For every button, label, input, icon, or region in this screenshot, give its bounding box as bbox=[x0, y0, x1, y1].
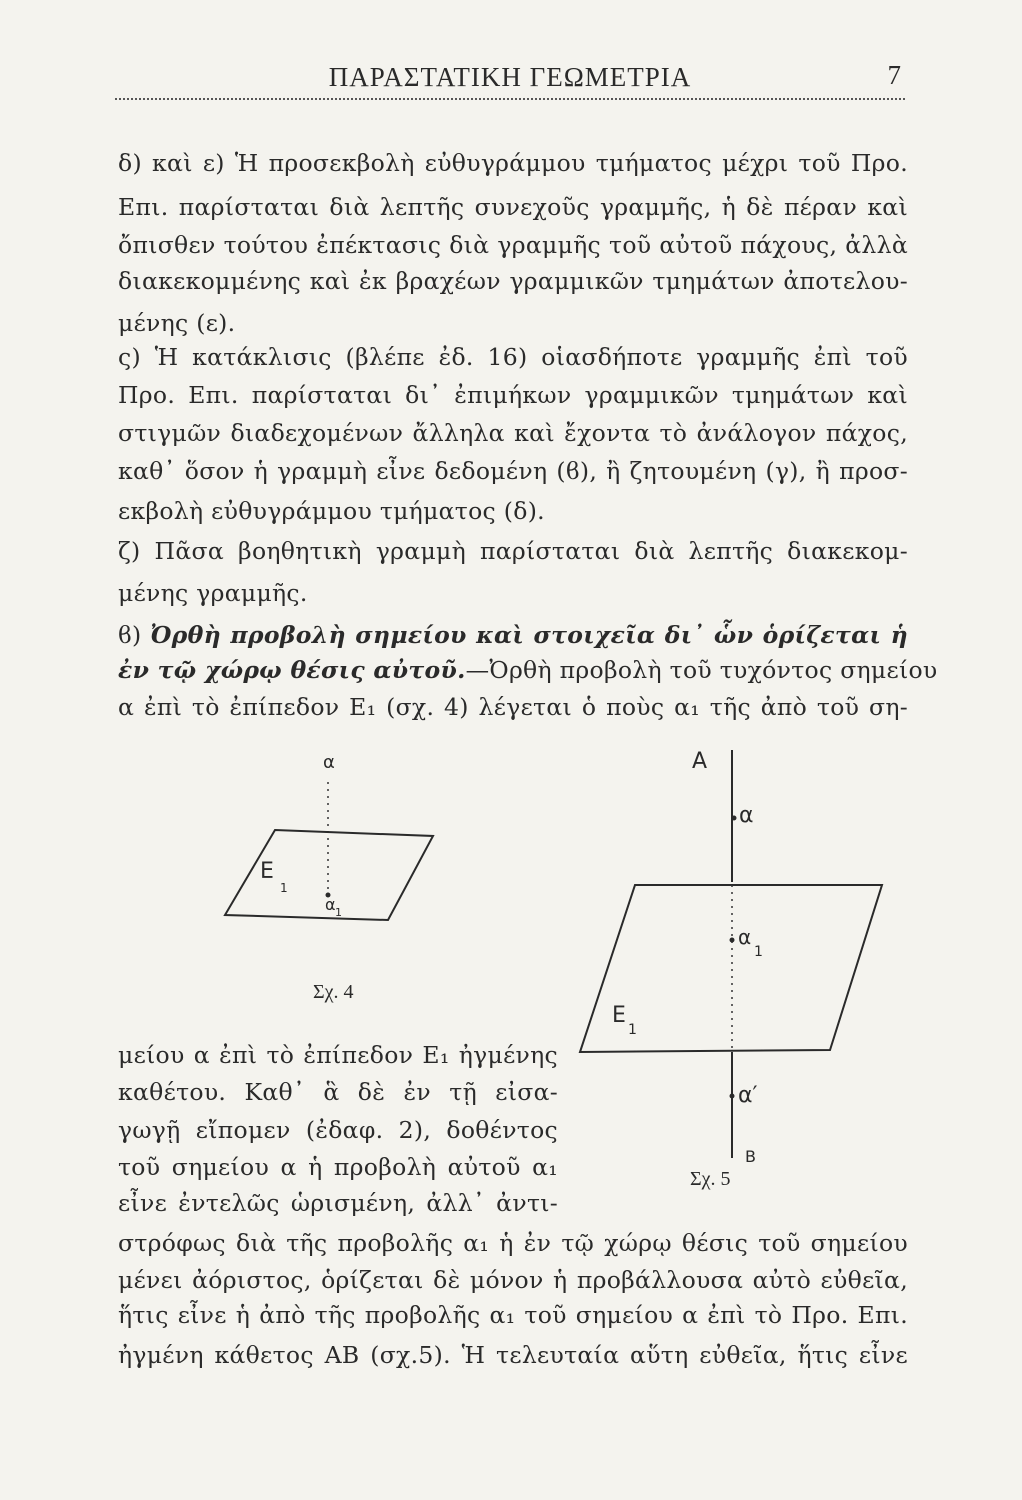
text-line: διακεκομμένης καὶ ἐκ βραχέων γραμμικῶν τμημάτων ἀποτελου- bbox=[118, 267, 908, 295]
text-line: Επι. παρίσταται διὰ λεπτῆς συνεχοῦς γραμμῆς, ἡ δὲ πέραν καὶ bbox=[118, 193, 908, 221]
text-line: Προ. Επι. παρίσταται δι᾽ ἐπιμήκων γραμμικῶν τμημάτων καὶ bbox=[118, 381, 908, 409]
section-text: —Ὀρθὴ προβολὴ τοῦ τυχόντος σημείου bbox=[465, 656, 938, 684]
fig5-top-label: A bbox=[692, 749, 708, 774]
figure-5 bbox=[560, 740, 920, 1200]
fig4-point-label: α bbox=[323, 752, 335, 773]
text-line: α ἐπὶ τὸ ἐπίπεδον Ε₁ (σχ. 4) λέγεται ὁ ποὺς α₁ τῆς ἀπὸ τοῦ ση- bbox=[118, 693, 908, 721]
text-line: στιγμῶν διαδεχομένων ἄλληλα καὶ ἔχοντα τὸ ἀνάλογον πάχος, bbox=[118, 419, 908, 447]
text-line: τοῦ σημείου α ἡ προβολὴ αὐτοῦ α₁ bbox=[118, 1153, 558, 1181]
text-line: καθ᾽ ὅσον ἡ γραμμὴ εἶνε δεδομένη (ϐ), ἢ ζητουμένη (γ), ἢ προσ- bbox=[118, 457, 908, 485]
page-header bbox=[115, 58, 905, 100]
section-heading-line bbox=[118, 655, 938, 685]
figure-4 bbox=[205, 740, 465, 1030]
fig5-caption: Σχ. 5 bbox=[690, 1168, 731, 1190]
text-line: γωγῇ εἴπομεν (ἐδαφ. 2), δοθέντος bbox=[118, 1116, 558, 1144]
text-line: εκβολὴ εὐθυγράμμου τμήματος (δ). bbox=[118, 497, 545, 525]
text-line: ς) Ἡ κατάκλισις (βλέπε ἐδ. 16) οἱασδήποτε γραμμῆς ἐπὶ τοῦ bbox=[118, 343, 908, 371]
fig5-plane-label: E bbox=[612, 1003, 626, 1028]
fig5-proj-sub: 1 bbox=[754, 944, 763, 960]
page-number: 7 bbox=[887, 60, 901, 90]
section-heading-line bbox=[118, 620, 908, 650]
fig4-plane-label: Ε bbox=[260, 859, 274, 884]
fig4-proj-sub: 1 bbox=[335, 906, 342, 919]
fig5-projection-point bbox=[730, 938, 735, 943]
text-line: μείου α ἐπὶ τὸ ἐπίπεδον Ε₁ ἠγμένης bbox=[118, 1041, 558, 1069]
fig5-bottom-label: B bbox=[745, 1147, 756, 1166]
fig5-point-label: α bbox=[739, 803, 754, 828]
section-number: ϐ) bbox=[118, 621, 142, 649]
text-line: ὄπισθεν τούτου ἐπέκτασις διὰ γραμμῆς τοῦ αὐτοῦ πάχους, ἀλλὰ bbox=[118, 231, 908, 259]
fig4-caption: Σχ. 4 bbox=[313, 981, 354, 1003]
fig5-point-alpha-prime bbox=[730, 1094, 735, 1099]
text-line: μένει ἀόριστος, ὁρίζεται δὲ μόνον ἡ προβάλλουσα αὐτὸ εὐθεῖα, bbox=[118, 1266, 908, 1294]
text-line: ἥτις εἶνε ἡ ἀπὸ τῆς προβολῆς α₁ τοῦ σημείου α ἐπὶ τὸ Προ. Επι. bbox=[118, 1301, 908, 1329]
fig5-proj-label: α bbox=[738, 925, 752, 949]
text-line: στρόφως διὰ τῆς προβολῆς α₁ ἡ ἐν τῷ χώρῳ θέσις τοῦ σημείου bbox=[118, 1229, 908, 1257]
text-line: εἶνε ἐντελῶς ὡρισμένη, ἀλλ᾽ ἀντι- bbox=[118, 1189, 558, 1217]
text-line: ζ) Πᾶσα βοηθητικὴ γραμμὴ παρίσταται διὰ λεπτῆς διακεκομ- bbox=[118, 537, 908, 565]
fig5-point-alpha bbox=[732, 816, 737, 821]
text-line: μένης (ε). bbox=[118, 309, 236, 337]
text-line: ἠγμένη κάθετος ΑΒ (σχ.5). Ἡ τελευταία αὕτη εὐθεῖα, ἥτις εἶνε bbox=[118, 1341, 908, 1369]
fig5-plane-sub: 1 bbox=[628, 1022, 637, 1038]
text-line: καθέτου. Καθ᾽ ἃ δὲ ἐν τῇ εἰσα- bbox=[118, 1078, 558, 1106]
fig4-proj-label: α bbox=[325, 895, 336, 914]
running-title: ΠΑΡΑΣΤΑΤΙΚΗ ΓΕΩΜΕΤΡΙΑ bbox=[328, 62, 692, 92]
fig5-prime-label: α′ bbox=[738, 1083, 758, 1108]
fig4-plane-sub: 1 bbox=[280, 881, 288, 895]
section-heading: Ὀρθὴ προβολὴ σημείου καὶ στοιχεῖα δι᾽ ὧν ὁρίζεται ἡ bbox=[150, 621, 908, 649]
text-line: μένης γραμμῆς. bbox=[118, 579, 308, 607]
section-heading-cont: ἐν τῷ χώρῳ θέσις αὐτοῦ. bbox=[118, 656, 466, 684]
text-line: δ) καὶ ε) Ἡ προσεκβολὴ εὐθυγράμμου τμήματος μέχρι τοῦ Προ. bbox=[118, 149, 908, 177]
